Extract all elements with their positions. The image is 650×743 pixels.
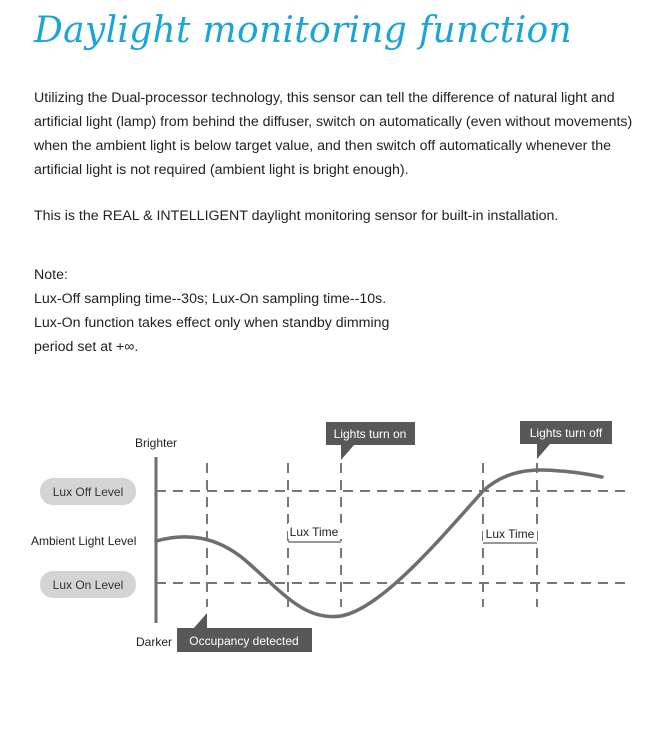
callout-pointer xyxy=(341,445,354,460)
darker-label: Darker xyxy=(136,635,173,649)
callout-pointer xyxy=(537,444,550,459)
daylight-diagram xyxy=(0,395,650,665)
brighter-label: Brighter xyxy=(134,436,178,450)
callout-lights-on-label: Lights turn on xyxy=(333,427,407,441)
callout-lights-off-label: Lights turn off xyxy=(529,426,603,440)
ambient-light-label: Ambient Light Level xyxy=(31,534,137,548)
callout-occupancy-label: Occupancy detected xyxy=(189,634,299,648)
note-heading: Note: xyxy=(34,267,68,283)
lux-off-level-label: Lux Off Level xyxy=(52,485,124,499)
page-title: Daylight monitoring function xyxy=(34,10,572,51)
description-paragraph: Utilizing the Dual-processor technology, this sensor can tell the difference of natural light and artificial light (lamp) from behind the diffuser, switch on automatically (even without movements) when the ambient light is below target value, and then switch off automatically whenever the artificial light is not required (ambient light is bright enough). xyxy=(34,90,633,178)
callout-lights-off xyxy=(520,421,612,459)
note-line: Lux-Off sampling time--30s; Lux-On sampling time--10s. xyxy=(34,291,387,307)
callout-pointer xyxy=(193,613,207,629)
note-line: period set at +∞. xyxy=(34,339,139,355)
callout-occupancy xyxy=(177,613,312,652)
note-block xyxy=(34,263,389,359)
summary-paragraph: This is the REAL & INTELLIGENT daylight monitoring sensor for built-in installation. xyxy=(34,208,559,224)
note-line: Lux-On function takes effect only when standby dimming xyxy=(34,315,390,331)
lux-time-label: Lux Time xyxy=(289,525,339,539)
callout-lights-on xyxy=(326,422,415,460)
lux-on-level-label: Lux On Level xyxy=(52,578,124,592)
lux-time-label: Lux Time xyxy=(485,527,535,541)
